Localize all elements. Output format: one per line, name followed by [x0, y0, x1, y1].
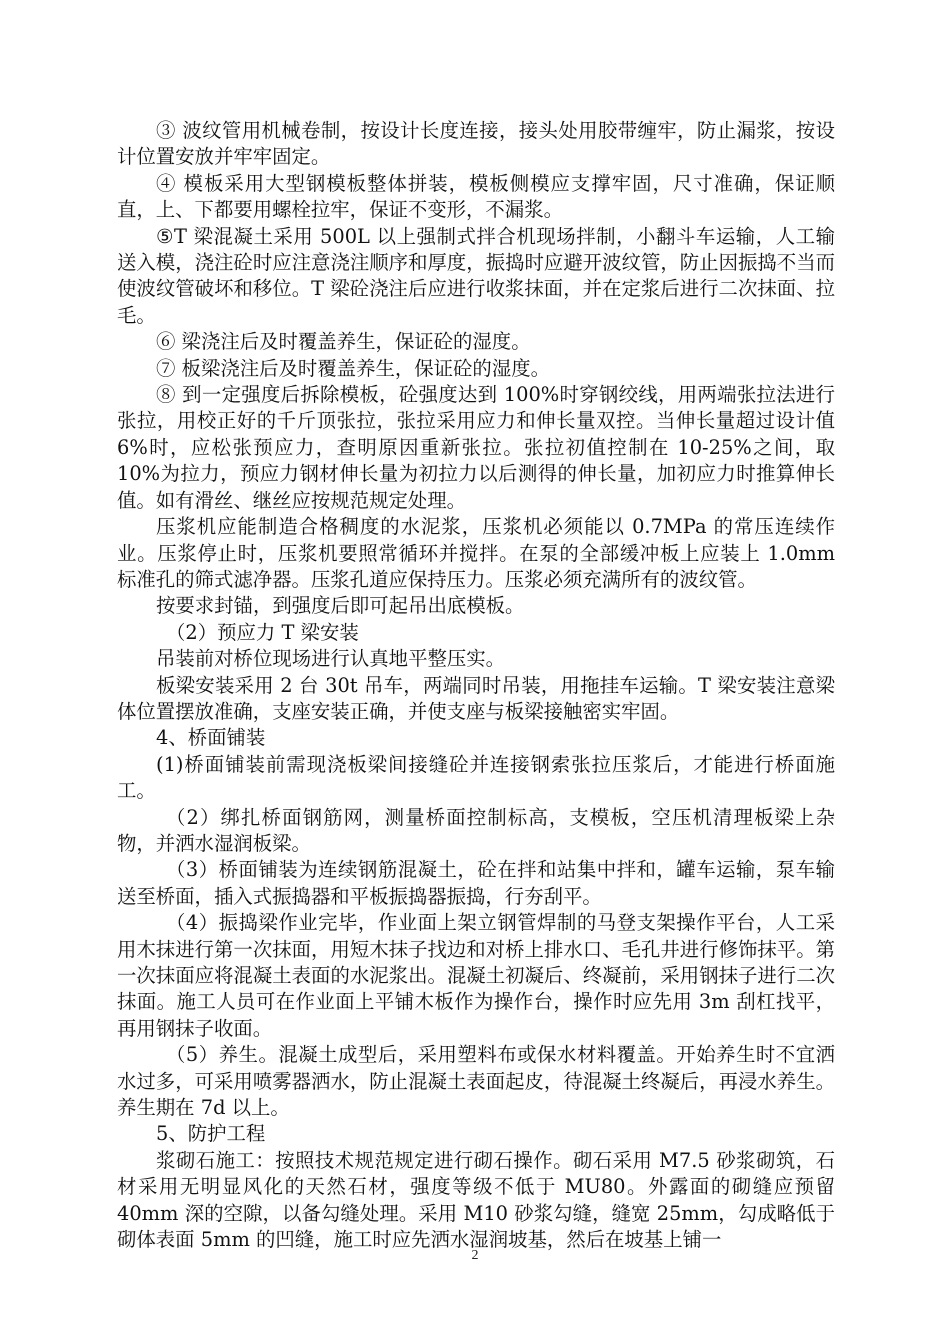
document-body: [117, 118, 835, 1253]
page-number: 2: [471, 1248, 479, 1263]
paragraph-slab-curing: ⑦ 板梁浇注后及时覆盖养生，保证砼的湿度。: [156, 356, 550, 380]
section-heading-deck-paving: 4、桥面铺装: [156, 726, 266, 750]
paragraph-site-leveling: 吊装前对桥位现场进行认真地平整压实。: [156, 647, 506, 671]
paragraph-corrugated-pipe: ③ 波纹管用机械卷制，按设计长度连接，接头处用胶带缠牢，防止漏浆，按设计位置安放并牢牢固定。: [117, 119, 835, 169]
paragraph-deck-item-1: (1)桥面铺装前需现浇板梁间接缝砼并连接钢索张拉压浆后，才能进行桥面施工。: [117, 752, 835, 803]
paragraph-masonry: 浆砌石施工：按照技术规范规定进行砌石操作。砌石采用 M7.5 砂浆砌筑，石材采用无明显风化的天然石材，强度等级不低于 MU80。外露面的砌缝应预留 40mm 深的空隙，以备勾缝处理。采用 M10 砂浆勾缝，缝宽 25mm，勾成略低于砌体表面 5mm 的凹缝，施工时应先洒水湿润坡基，然后在坡基上铺一: [117, 1148, 835, 1252]
paragraph-formwork: ④ 模板采用大型钢模板整体拼装，模板侧模应支撑牢固，尺寸准确，保证顺直，上、下都要用螺栓拉牢，保证不变形，不漏浆。: [117, 171, 835, 222]
paragraph-anchor-sealing: 按要求封锚，到强度后即可起吊出底模板。: [156, 594, 525, 618]
paragraph-beam-curing: ⑥ 梁浇注后及时覆盖养生，保证砼的湿度。: [156, 330, 531, 354]
section-heading-t-beam-installation: （2）预应力 T 梁安装: [166, 620, 359, 644]
paragraph-grouting: 压浆机应能制造合格稠度的水泥浆，压浆机必须能以 0.7MPa 的常压连续作业。压浆停止时，压浆机要照常循环并搅拌。在泵的全部缓冲板上应装上 1.0mm 标准孔的筛式滤净器。压浆孔道应保持压力。压浆必须充满所有的波纹管。: [117, 515, 835, 591]
paragraph-deck-item-3: （3）桥面铺装为连续钢筋混凝土，砼在拌和站集中拌和，罐车运输，泵车输送至桥面，插入式振捣器和平板振捣器振捣，行夯刮平。: [117, 858, 835, 908]
paragraph-deck-item-4: （4）振捣梁作业完毕，作业面上架立钢管焊制的马登支架操作平台，人工采用木抹进行第一次抹面，用短木抹子找边和对桥上排水口、毛孔井进行修饰抹平。第一次抹面应将混凝土表面的水泥浆出。混凝土初凝后、终凝前，采用钢抹子进行二次抹面。施工人员可在作业面上平铺木板作为操作台，操作时应先用 3m 刮杠找平，再用钢抹子收面。: [117, 911, 835, 1040]
paragraph-t-beam-concrete: ⑤T 梁混凝土采用 500L 以上强制式拌合机现场拌制，小翻斗车运输，人工输送入模，浇注砼时应注意浇注顺序和厚度，振捣时应避开波纹管，防止因振捣不当而使波纹管破坏和移位。T 梁砼浇注后应进行收浆抹面，并在定浆后进行二次抹面、拉毛。: [117, 224, 835, 327]
section-heading-protection-works: 5、防护工程: [156, 1122, 266, 1146]
paragraph-deck-item-2: （2）绑扎桥面钢筋网，测量桥面控制标高，支模板，空压机清理板梁上杂物，并洒水湿润板梁。: [117, 805, 835, 855]
paragraph-beam-lifting: 板梁安装采用 2 台 30t 吊车，两端同时吊装，用拖挂车运输。T 梁安装注意梁体位置摆放准确，支座安装正确，并使支座与板梁接触密实牢固。: [117, 673, 835, 723]
paragraph-deck-item-5: （5）养生。混凝土成型后，采用塑料布或保水材料覆盖。开始养生时不宜洒水过多，可采用喷雾器洒水，防止混凝土表面起皮，待混凝土终凝后，再浸水养生。养生期在 7d 以上。: [117, 1043, 835, 1120]
paragraph-tensioning: ⑧ 到一定强度后拆除模板，砼强度达到 100%时穿钢绞线，用两端张拉法进行张拉，用校正好的千斤顶张拉，张拉采用应力和伸长量双控。当伸长量超过设计值 6%时，应松张预应力，查明原因重新张拉。张拉初值控制在 10-25%之间，取 10%为拉力，预应力钢材伸长量为初拉力以后测得的伸长量，加初应力时推算伸长值。如有滑丝、继丝应按规范规定处理。: [117, 383, 835, 512]
